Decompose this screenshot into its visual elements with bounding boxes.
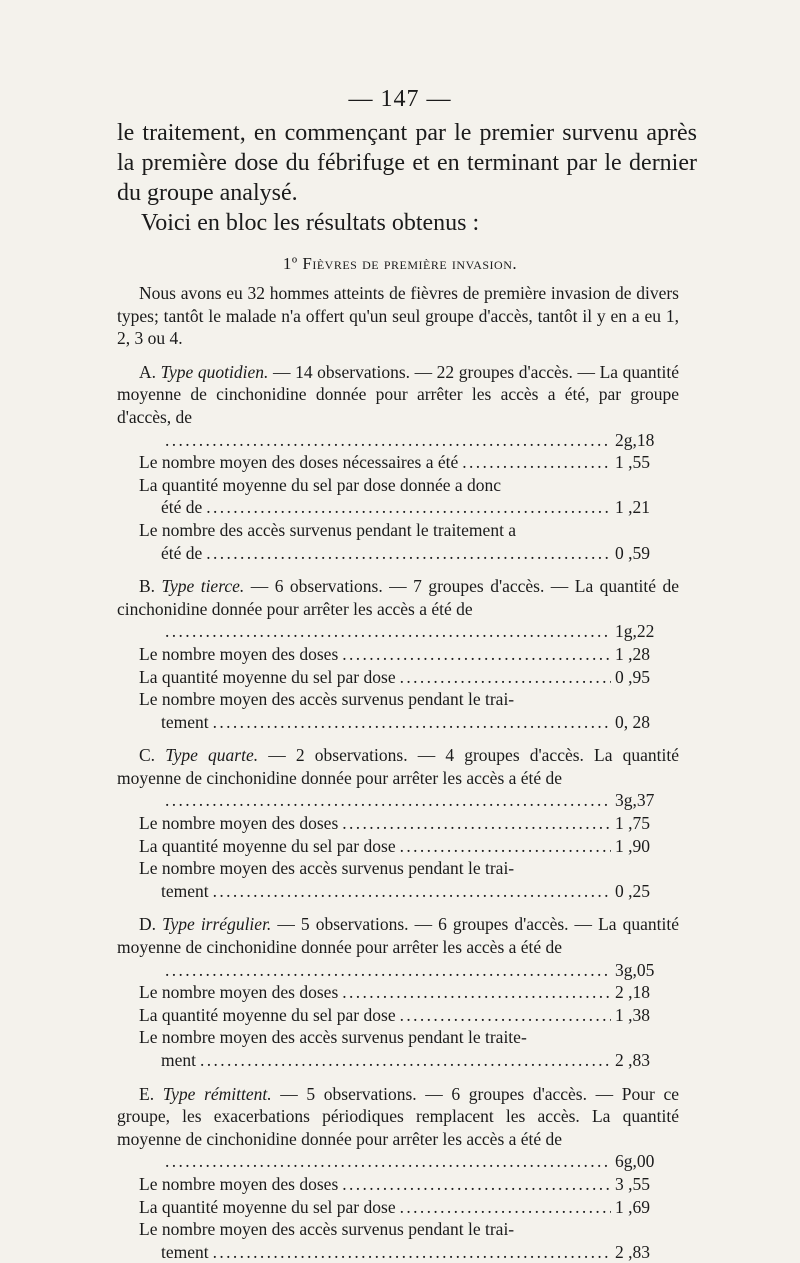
result-value: 1 ,69 xyxy=(615,1196,650,1217)
leader-dots xyxy=(213,711,611,734)
type-header-text: — 14 observations. — 22 groupes d'accès. — La quantité moyenne de cinchonidine donnée pour arrêter les accès a été, par groupe d'accès, de xyxy=(117,361,680,427)
result-row xyxy=(117,1049,679,1072)
result-label: La quantité moyenne du sel par dose xyxy=(139,835,396,856)
type-name: Type quotidien. xyxy=(160,361,269,382)
result-row xyxy=(117,711,679,734)
type-name: Type quarte. xyxy=(165,745,259,766)
result-label: Le nombre moyen des doses nécessaires a été xyxy=(139,452,459,473)
result-label: La quantité moyenne du sel par dose donnée a donc xyxy=(139,474,502,495)
type-block xyxy=(117,361,679,564)
result-row xyxy=(117,981,679,1004)
leader-dots xyxy=(213,880,611,903)
page-number: — 147 — xyxy=(348,86,452,112)
result-value: 2 ,83 xyxy=(615,1050,650,1070)
result-row xyxy=(117,666,679,689)
result-value: 0, 28 xyxy=(615,711,650,732)
type-header-text: — 6 observations. — 7 groupes d'accès. — La quantité de cinchonidine donnée pour arrêter les accès a été de xyxy=(117,576,680,619)
type-letter: A. xyxy=(139,361,157,382)
leader-dots xyxy=(342,981,611,1004)
result-label: Le nombre moyen des accès survenus pendant le trai- xyxy=(139,858,515,879)
type-header-value: 1g,22 xyxy=(615,621,655,642)
leader-dots xyxy=(165,429,611,452)
intro-text xyxy=(117,118,697,238)
type-letter: C. xyxy=(139,745,156,766)
result-value: 1 ,75 xyxy=(615,813,650,834)
type-block xyxy=(117,575,679,733)
result-row xyxy=(117,542,679,565)
type-header xyxy=(117,913,679,958)
leader-dots xyxy=(200,1049,611,1072)
result-label-cont: tement xyxy=(161,880,209,901)
leader-dots xyxy=(400,1196,611,1219)
intro-paragraph: le traitement, en commençant par le premier survenu après la première dose du fébrifuge et en terminant par le dernier du groupe analysé. xyxy=(117,120,697,206)
result-row xyxy=(117,1004,679,1027)
leader-dots xyxy=(400,1004,611,1027)
type-header-value: 3g,37 xyxy=(615,790,655,811)
result-label: Le nombre des accès survenus pendant le traitement a xyxy=(139,519,517,540)
result-row xyxy=(117,1241,679,1263)
leader-dots xyxy=(342,812,611,835)
section-intro: Nous avons eu 32 hommes atteints de fièvres de première invasion de divers types; tantôt le malade n'a offert qu'un seul groupe d'accès, tantôt il y en a eu 1, 2, 3 ou 4. xyxy=(117,283,679,349)
results-body xyxy=(117,282,679,1263)
type-header-value-row xyxy=(117,959,679,982)
section-title: 1º Fièvres de première invasion. xyxy=(282,254,518,273)
type-header xyxy=(117,575,679,620)
result-row xyxy=(117,880,679,903)
result-value: 3 ,55 xyxy=(615,1173,650,1194)
result-label: Le nombre moyen des doses xyxy=(139,813,339,834)
result-value: 0 ,25 xyxy=(615,880,650,901)
result-label: Le nombre moyen des doses xyxy=(139,643,339,664)
result-row xyxy=(117,1196,679,1219)
type-header xyxy=(117,1083,679,1151)
leader-dots xyxy=(462,451,611,474)
type-letter: D. xyxy=(139,914,157,935)
result-value: 0 ,95 xyxy=(615,666,650,687)
intro-lead-in: Voici en bloc les résultats obtenus : xyxy=(141,210,480,236)
leader-dots xyxy=(206,542,611,565)
leader-dots xyxy=(165,959,611,982)
type-header-text: — 5 observations. — 6 groupes d'accès. — La quantité moyenne de cinchonidine donnée pour arrêter les accès a été de xyxy=(117,914,679,958)
result-label: La quantité moyenne du sel par dose xyxy=(139,666,396,687)
type-name: Type tierce. xyxy=(161,576,245,597)
result-label: Le nombre moyen des accès survenus pendant le traite- xyxy=(139,1027,527,1048)
result-value: 0 ,59 xyxy=(615,542,650,563)
result-row xyxy=(117,451,679,474)
type-header-value: 2g,18 xyxy=(615,429,655,450)
type-block xyxy=(117,913,679,1071)
leader-dots xyxy=(342,1173,611,1196)
result-label-cont: ment xyxy=(161,1050,196,1070)
type-header-value-row xyxy=(117,429,679,452)
leader-dots xyxy=(400,666,611,689)
type-list xyxy=(117,361,679,1263)
leader-dots xyxy=(342,643,611,666)
type-block xyxy=(117,744,679,902)
leader-dots xyxy=(213,1241,611,1263)
type-header-text: — 2 observations. — 4 groupes d'accès. La quantité moyenne de cinchonidine donnée pour arrêter les accès a été de xyxy=(117,745,679,788)
result-row xyxy=(117,812,679,835)
result-label: Le nombre moyen des doses xyxy=(139,982,339,1003)
result-row xyxy=(117,496,679,519)
type-name: Type rémittent. xyxy=(162,1083,272,1104)
type-letter: B. xyxy=(139,576,156,597)
result-label: Le nombre moyen des accès survenus pendant le trai- xyxy=(139,1219,515,1240)
type-header-value-row xyxy=(117,1150,679,1173)
result-label-cont: été de xyxy=(161,542,203,563)
result-value: 1 ,55 xyxy=(615,452,650,473)
result-label: Le nombre moyen des doses xyxy=(139,1173,339,1194)
type-header-value-row xyxy=(117,789,679,812)
result-label: La quantité moyenne du sel par dose xyxy=(139,1196,396,1217)
type-block xyxy=(117,1083,679,1263)
result-label: Le nombre moyen des accès survenus pendant le trai- xyxy=(139,689,515,710)
result-label-cont: tement xyxy=(161,711,209,732)
result-label: La quantité moyenne du sel par dose xyxy=(139,1004,396,1025)
leader-dots xyxy=(400,835,611,858)
result-row xyxy=(117,1173,679,1196)
leader-dots xyxy=(206,496,611,519)
result-label-cont: tement xyxy=(161,1241,209,1262)
type-header-value-row xyxy=(117,620,679,643)
result-value: 1 ,38 xyxy=(615,1004,650,1025)
result-label-cont: été de xyxy=(161,497,203,518)
result-row xyxy=(117,835,679,858)
result-value: 2 ,18 xyxy=(615,982,650,1003)
result-value: 1 ,21 xyxy=(615,497,650,518)
type-header-text: — 5 observations. — 6 groupes d'accès. — Pour ce groupe, les exacerbations périodiques remplacent les accès. La quantité moyenne de cinchonidine donnée pour arrêter les accès a été de xyxy=(117,1083,679,1149)
result-row xyxy=(117,643,679,666)
type-header xyxy=(117,361,679,429)
type-header-value: 6g,00 xyxy=(615,1151,655,1172)
leader-dots xyxy=(165,789,611,812)
type-header xyxy=(117,744,679,789)
leader-dots xyxy=(165,620,611,643)
result-value: 1 ,28 xyxy=(615,643,650,664)
leader-dots xyxy=(165,1150,611,1173)
type-name: Type irrégulier. xyxy=(162,914,272,935)
result-value: 2 ,83 xyxy=(615,1241,650,1262)
result-value: 1 ,90 xyxy=(615,835,650,856)
type-header-value: 3g,05 xyxy=(615,959,655,980)
type-letter: E. xyxy=(139,1083,155,1104)
